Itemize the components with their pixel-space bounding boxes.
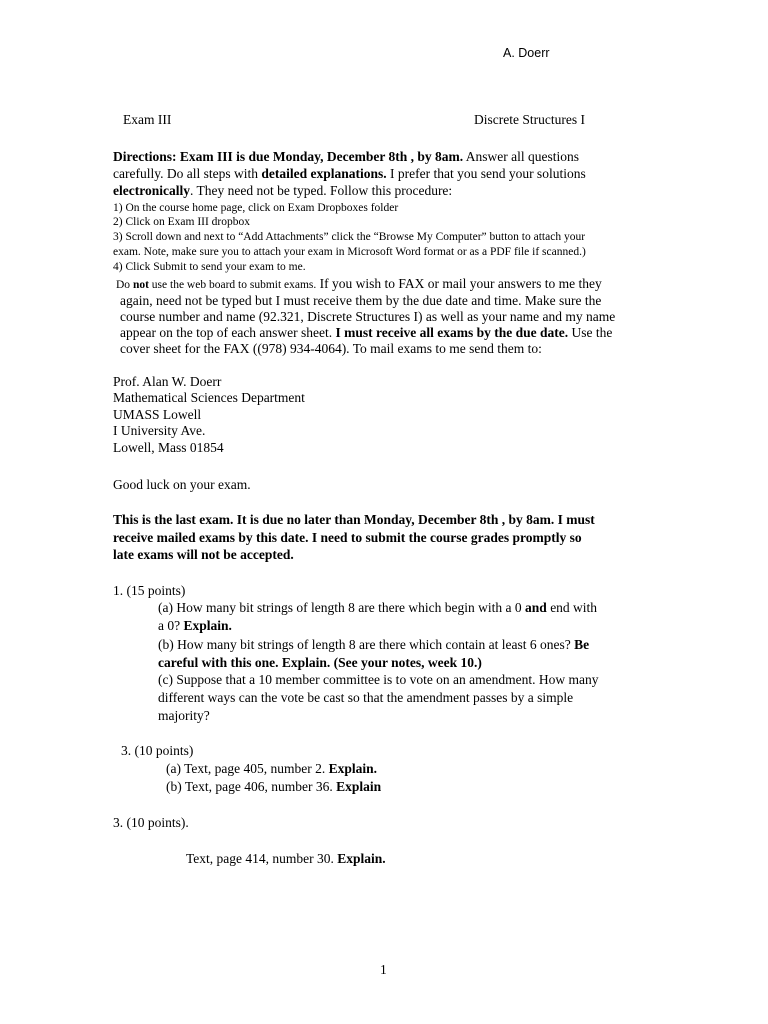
address-line: I University Ave. <box>113 423 206 438</box>
good-luck-text: Good luck on your exam. <box>113 477 251 492</box>
directions-line-1 <box>113 148 579 166</box>
procedure-step-3-note: exam. Note, make sure you to attach your exam in Microsoft Word format or as a PDF file if scanned.) <box>113 246 586 258</box>
author-name: A. Doerr <box>503 46 550 60</box>
notice-line-2: receive mailed exams by this date. I need to submit the course grades promptly so <box>113 530 582 545</box>
question-1c-line-3: majority? <box>158 708 210 723</box>
fax-text: Use the <box>568 325 613 340</box>
address-line: Lowell, Mass 01854 <box>113 440 224 455</box>
question-text: Text, page 414, number 30. <box>186 851 338 866</box>
question-1c-line-1: (c) Suppose that a 10 member committee is to vote on an amendment. How many <box>158 672 599 687</box>
question-emphasis: and <box>525 600 547 615</box>
question-text: (b) Text, page 406, number 36. <box>166 779 337 794</box>
question-text: a 0? <box>158 618 184 633</box>
address-line: Mathematical Sciences Department <box>113 390 305 405</box>
question-2b <box>166 778 381 796</box>
question-emphasis: Explain. <box>337 851 386 866</box>
question-text: end with <box>546 600 598 615</box>
course-title: Discrete Structures I <box>474 112 585 127</box>
procedure-step-2: 2) Click on Exam III dropbox <box>113 216 251 228</box>
procedure-step-4: 4) Click Submit to send your exam to me. <box>113 261 306 273</box>
question-text: (a) How many bit strings of length 8 are there which begin with a 0 <box>158 600 526 615</box>
question-1b-line-2: careful with this one. Explain. (See your notes, week 10.) <box>158 655 482 670</box>
fax-line-2: again, need not be typed but I must receive them by the due date and time. Make sure the <box>120 293 602 308</box>
fax-line-3: course number and name (92.321, Discrete Structures I) as well as your name and my name <box>120 309 616 324</box>
question-emphasis: Explain. <box>328 761 378 776</box>
exam-title: Exam III <box>123 112 172 127</box>
question-text: (a) Text, page 405, number 2. <box>166 761 329 776</box>
question-text: (b) How many bit strings of length 8 are there which contain at least 6 ones? <box>158 637 575 652</box>
question-1a-line-1 <box>158 599 597 617</box>
address-line: Prof. Alan W. Doerr <box>113 374 222 389</box>
question-emphasis: Be <box>574 637 590 652</box>
fax-text: appear on the top of each answer sheet. <box>120 325 336 340</box>
fax-emphasis: not <box>132 279 149 291</box>
question-1c-line-2: different ways can the vote be cast so that the amendment passes by a simple <box>158 690 574 705</box>
page-number: 1 <box>380 962 387 977</box>
procedure-step-3: 3) Scroll down and next to “Add Attachments” click the “Browse My Computer” button to attach your <box>113 231 586 243</box>
question-2-heading: 3. (10 points) <box>121 743 194 758</box>
fax-text: Do <box>116 279 133 291</box>
directions-line-3 <box>113 182 452 200</box>
fax-line-4 <box>120 324 612 342</box>
fax-text: use the web board to submit exams. <box>148 279 317 291</box>
question-1b-line-1 <box>158 636 589 654</box>
question-emphasis: Explain <box>336 779 382 794</box>
address-line: UMASS Lowell <box>113 407 202 422</box>
question-1a-line-2 <box>158 617 232 635</box>
notice-line-3: late exams will not be accepted. <box>113 547 294 562</box>
directions-text: I prefer that you send your solutions <box>386 166 586 181</box>
directions-emphasis: electronically <box>113 183 190 198</box>
directions-emphasis: detailed explanations. <box>261 166 387 181</box>
directions-text: carefully. Do all steps with <box>113 166 262 181</box>
fax-emphasis: I must receive all exams by the due date. <box>335 325 569 340</box>
fax-line-5: cover sheet for the FAX ((978) 934-4064). To mail exams to me send them to: <box>120 341 542 356</box>
question-3-text <box>186 850 386 868</box>
question-1-heading: 1. (15 points) <box>113 583 186 598</box>
directions-heading: Directions: Exam III is due Monday, December 8th , by 8am. <box>113 149 464 164</box>
question-3-heading: 3. (10 points). <box>113 815 189 830</box>
fax-line-1 <box>116 275 602 293</box>
directions-line-2 <box>113 165 586 183</box>
procedure-step-1: 1) On the course home page, click on Exam Dropboxes folder <box>113 202 399 214</box>
fax-text: If you wish to FAX or mail your answers to me they <box>316 276 602 291</box>
question-2a <box>166 760 377 778</box>
directions-text: Answer all questions <box>463 149 579 164</box>
question-emphasis: Explain. <box>183 618 232 633</box>
directions-text: . They need not be typed. Follow this procedure: <box>189 183 453 198</box>
notice-line-1: This is the last exam. It is due no later than Monday, December 8th , by 8am. I must <box>113 512 595 527</box>
